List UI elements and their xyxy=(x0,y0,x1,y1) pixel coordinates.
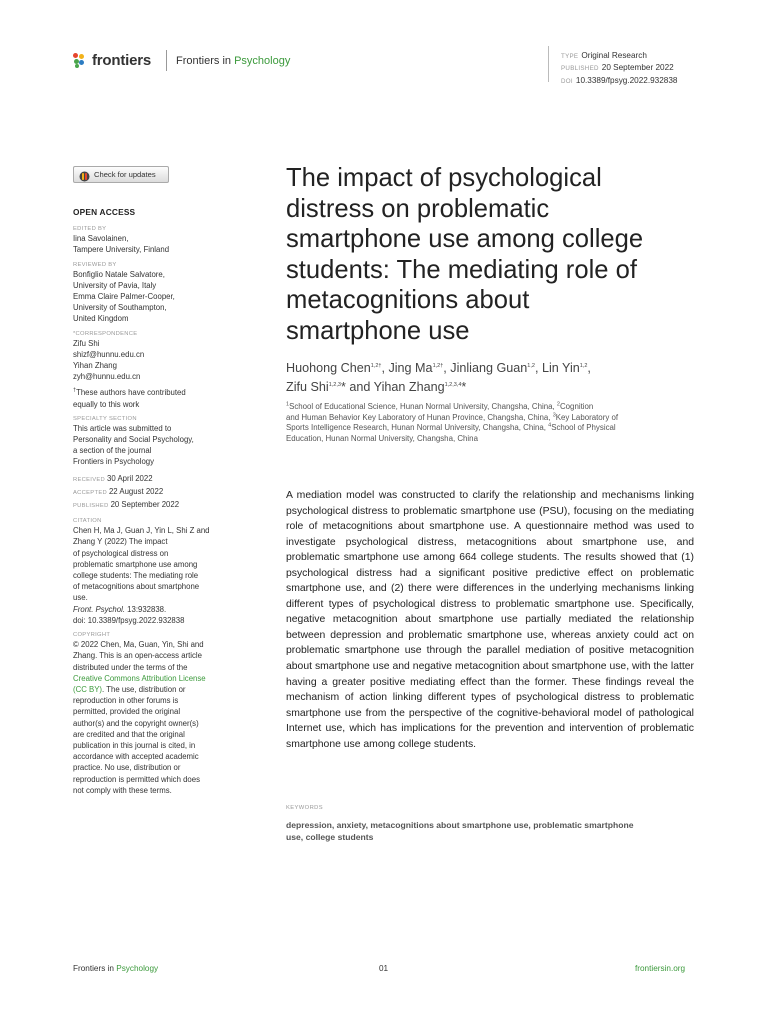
edited-by-label: EDITED BY xyxy=(73,226,107,233)
specialty-line: Personality and Social Psychology, xyxy=(73,435,194,445)
footer-journal[interactable] xyxy=(73,964,158,973)
journal-title: Psychology xyxy=(234,55,291,67)
frontiers-logo-icon xyxy=(73,53,88,68)
copyright-line: Zhang. This is an open-access article xyxy=(73,651,203,661)
published-value: 20 September 2022 xyxy=(601,63,674,73)
license-link-cc-by[interactable]: (CC BY) xyxy=(73,684,103,694)
specialty-section xyxy=(73,415,238,468)
footer-site-link[interactable]: frontiersin.org xyxy=(635,964,686,973)
title-line: smartphone use xyxy=(286,316,470,345)
copyright-line: are credited and that the original xyxy=(73,729,185,739)
abstract: A mediation model was constructed to clarify the relationship and mechanisms linking psychological distress to problematic smartphone use (PSU), focusing on the mediating role of metacognitions about smartphone use. A questionnaire method was used to investigate psychological distress, metacognitions about smartphone use, and problematic smartphone use among 664 college students. The results showed that (1) psychological distress had a significant positive predictive effect on problematic smartphone use, and (2) there were differences in the underlying mechanisms linking different types of psychological distress to problematic smartphone use. Specifically, negative metacognition about smartphone use partially mediated the relationship between depression and problematic smartphone use, whereas anxiety could act on problematic smartphone use through the parallel mediation of positive metacognition about smartphone use and negative metacognition about smartphone use, with the latter having a greater positive mediating effect than the former. These findings reveal the mechanism of action linking different types of psychological distress to problematic smartphone use from the perspective of the cognitive-behavioral model of pathological Internet use, which has implications for the prevention and intervention of problematic smartphone use among college students. xyxy=(286,490,694,750)
citation-line: of metacognitions about smartphone xyxy=(73,582,200,592)
reviewer-line: University of Pavia, Italy xyxy=(73,280,157,290)
author[interactable]: Jinliang Guan$^{1,2}$ xyxy=(450,361,535,375)
doi-label: DOI xyxy=(561,77,573,85)
editor-line: Iina Savolainen, xyxy=(73,234,129,244)
citation-line: Chen H, Ma J, Guan J, Yin L, Shi Z and xyxy=(73,526,210,536)
published-label: PUBLISHED xyxy=(73,503,109,510)
copyright-label: COPYRIGHT xyxy=(73,632,111,639)
meta-divider xyxy=(548,46,549,82)
journal-prefix: Frontiers in xyxy=(176,55,232,67)
check-for-updates-label: Check for updates xyxy=(94,170,156,179)
page-number: 01 xyxy=(379,964,389,973)
correspondence-section xyxy=(73,330,238,383)
keywords-label: KEYWORDS xyxy=(286,805,324,811)
citation-label: CITATION xyxy=(73,518,102,525)
author[interactable]: Jing $Ma^{1,2\dagger}$ xyxy=(388,361,444,375)
type-label: TYPE xyxy=(561,53,579,60)
reviewed-by-label: REVIEWED BY xyxy=(73,261,117,268)
title-line: The impact of psychological xyxy=(286,164,602,192)
footer-journal-name: Psychology xyxy=(116,964,159,973)
title-line: smartphone use among college xyxy=(286,225,644,253)
citation-line: Zhang Y (2022) The impact xyxy=(73,537,168,547)
affiliation-line: Education, Hunan Normal University, Changsha, China xyxy=(286,433,478,443)
correspondent-email[interactable]: shizf@hunnu.edu.cn xyxy=(73,349,145,359)
citation-doi[interactable]: doi: 10.3389/fpsyg.2022.932838 xyxy=(73,615,185,625)
article-title xyxy=(286,163,716,346)
editor-line: Tampere University, Finland xyxy=(73,245,170,255)
edited-by-section xyxy=(73,225,238,255)
specialty-line: This article was submitted to xyxy=(73,423,172,433)
citation-volume: 13:932838. xyxy=(125,604,167,614)
citation-section xyxy=(73,517,238,626)
copyright-line: reproduction in other forums is xyxy=(73,696,179,706)
dagger-mark: † xyxy=(73,387,77,394)
copyright-line: reproduction is permitted which does xyxy=(73,774,200,784)
type-value: Original Research xyxy=(581,51,647,60)
doi-value[interactable]: 10.3389/fpsyg.2022.932838 xyxy=(575,75,678,85)
correspondence-label: *CORRESPONDENCE xyxy=(73,330,138,337)
correspondent-name: Yihan Zhang xyxy=(73,361,117,371)
copyright-line: © 2022 Chen, Ma, Guan, Yin, Shi and xyxy=(73,640,204,650)
author[interactable]: Huohong Chen$^{1,2\dagger}$ xyxy=(286,361,382,375)
keywords xyxy=(286,819,701,843)
reviewed-by-section xyxy=(73,261,238,325)
sidebar xyxy=(73,207,238,801)
equal-note-line: These authors have contributed xyxy=(76,388,186,398)
reviewer-line: Emma Claire Palmer-Cooper, xyxy=(73,292,175,302)
affiliations xyxy=(286,402,706,444)
copyright-line: . The use, distribution or xyxy=(102,684,186,694)
affiliation-line: $^1$School of Educational Science, Hunan Normal University, Changsha, China, $^2$Cognition xyxy=(286,401,594,411)
logo-wordmark: frontiers xyxy=(92,52,152,69)
title-line: distress on problematic xyxy=(286,194,550,223)
specialty-line: a section of the journal xyxy=(73,446,152,456)
accepted-label: ACCEPTED xyxy=(73,489,107,496)
affiliation-line: Sports Intelligence Research, Hunan Normal University, Changsha, China, $^4$School of Physical xyxy=(286,422,616,433)
author-list: Huohong Chen$^{1,2\dagger}$, Jing $Ma^{1,2\dagger}$, Jinliang Guan$^{1,2}$, Lin Yin$^{1,2}$, Zifu Shi$^{1,2,3}$* and Yihan Zhang$^{1,2,3,4}$* xyxy=(286,361,591,394)
author[interactable]: Zifu Shi$^{1,2,3}$* xyxy=(286,379,346,394)
copyright-line: permitted, provided the original xyxy=(73,707,181,717)
license-link[interactable]: Creative Commons Attribution License xyxy=(73,673,206,683)
header-divider xyxy=(166,50,167,71)
affiliation-line: and Human Behavior Key Laboratory of Hunan Province, Changsha, China, $^3$Key Laboratory of xyxy=(286,411,619,422)
check-for-updates-button[interactable] xyxy=(73,166,169,183)
citation-line: use. xyxy=(73,593,88,603)
citation-journal: Front. Psychol. xyxy=(73,604,125,614)
keywords-line: depression, anxiety, metacognitions about smartphone use, problematic smartphone xyxy=(286,820,634,830)
journal-name[interactable] xyxy=(176,55,290,67)
copyright-line: practice. No use, distribution or xyxy=(73,763,181,773)
copyright-line: not comply with these terms. xyxy=(73,785,172,795)
citation-line: problematic smartphone use among xyxy=(73,559,198,569)
copyright-line: distributed under the terms of the xyxy=(73,662,188,672)
equal-contribution-note xyxy=(73,387,238,409)
frontiers-logo[interactable] xyxy=(73,52,151,69)
author[interactable]: Lin Yin$^{1,2}$ xyxy=(541,361,588,375)
copyright-line: publication in this journal is cited, in xyxy=(73,740,196,750)
reviewer-line: University of Southampton, xyxy=(73,303,167,313)
title-line: students: The mediating role of xyxy=(286,255,637,284)
title-line: metacognitions about xyxy=(286,286,530,314)
received-label: RECEIVED xyxy=(73,476,106,483)
dates-section xyxy=(73,473,238,513)
open-access-label: OPEN ACCESS xyxy=(73,207,136,217)
article-meta xyxy=(561,50,677,87)
accepted-date: 22 August 2022 xyxy=(108,486,164,496)
specialty-label: SPECIALTY SECTION xyxy=(73,415,137,422)
correspondent-name: Zifu Shi xyxy=(73,338,100,348)
equal-note-line: equally to this work xyxy=(73,399,140,409)
copyright-line: author(s) and the copyright owner(s) xyxy=(73,718,199,728)
author[interactable]: Yihan Zhang$^{1,2,3,4}$* xyxy=(373,379,467,394)
check-for-updates-icon xyxy=(79,169,90,180)
reviewer-line: United Kingdom xyxy=(73,314,129,324)
citation-line: college students: The mediating role xyxy=(73,571,199,581)
keywords-line: use, college students xyxy=(286,832,374,843)
reviewer-line: Bonfiglio Natale Salvatore, xyxy=(73,269,165,279)
published-label: PUBLISHED xyxy=(561,65,599,73)
footer-journal-prefix: Frontiers in xyxy=(73,964,114,973)
copyright-line: accordance with accepted academic xyxy=(73,752,199,762)
correspondent-email[interactable]: zyh@hunnu.edu.cn xyxy=(73,372,141,382)
published-date: 20 September 2022 xyxy=(110,500,180,510)
copyright-section xyxy=(73,631,238,796)
specialty-line: Frontiers in Psychology xyxy=(73,457,155,467)
received-date: 30 April 2022 xyxy=(107,473,153,483)
citation-line: of psychological distress on xyxy=(73,548,169,558)
